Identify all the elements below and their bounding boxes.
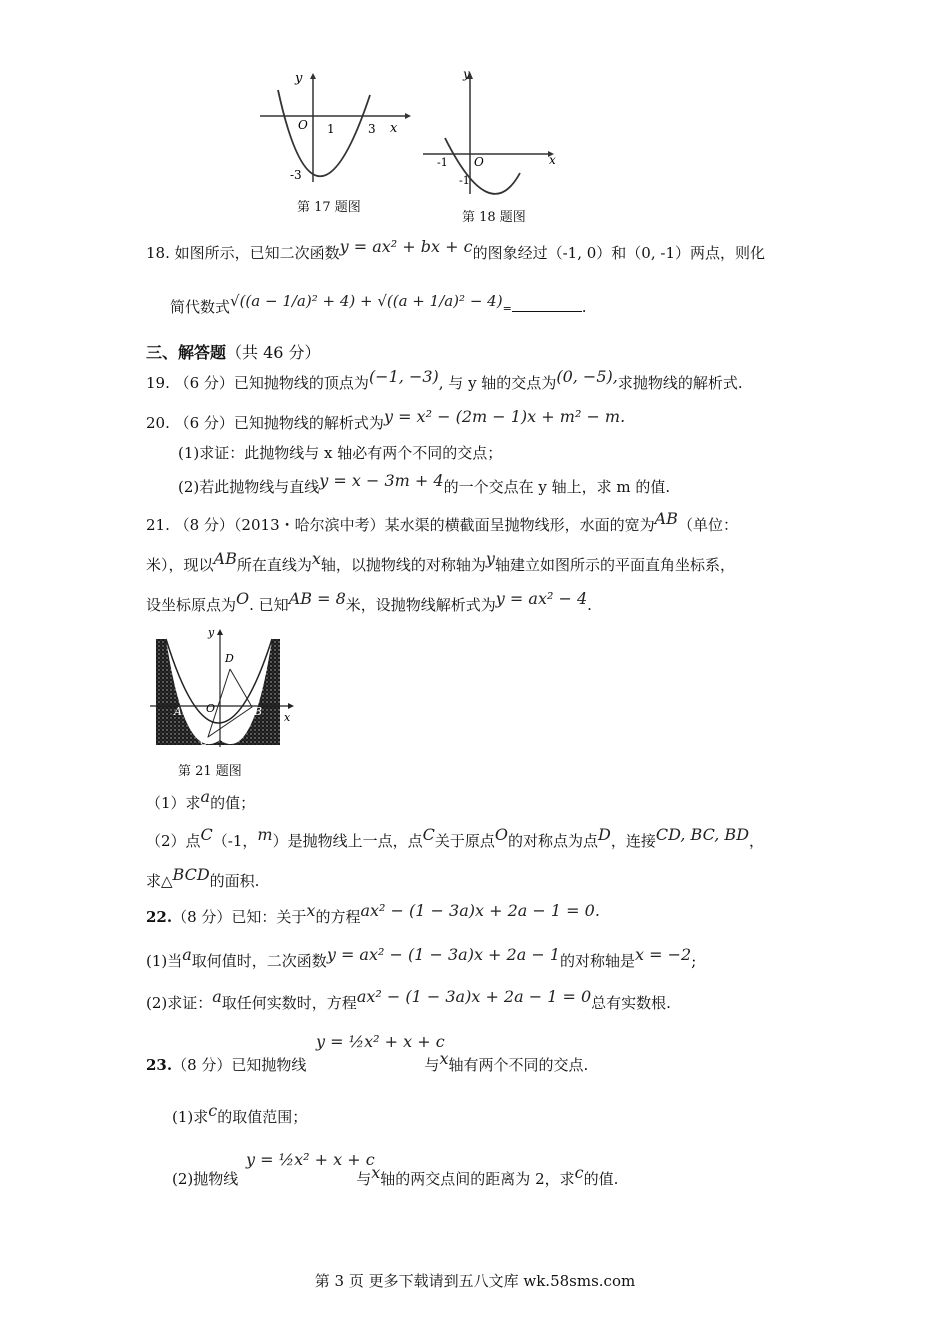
q21-sub-2-line-1 xyxy=(146,825,765,851)
q21-ab-2: AB xyxy=(213,549,237,568)
q22-axis: x = −2 xyxy=(635,945,692,964)
q21-sub-2-text-d: ）是抛物线上一点，点 xyxy=(272,832,423,850)
q21-text-8: . 已知 xyxy=(249,596,289,614)
fig17-tick-3: 3 xyxy=(368,122,376,136)
q23-text-1: （8 分）已知抛物线 xyxy=(172,1056,307,1074)
q22-text-1: （8 分）已知：关于 xyxy=(172,908,307,926)
q21-sub-2-text-g: ，连接 xyxy=(610,832,656,850)
q21-sub-2-text-j: 的面积. xyxy=(209,872,260,890)
fig18-tick-neg1-x: -1 xyxy=(437,156,448,169)
q22-sub-2 xyxy=(146,987,671,1013)
question-22 xyxy=(146,901,600,927)
fig18-tick-neg1-y: -1 xyxy=(459,174,470,187)
section-3-heading xyxy=(146,340,321,363)
q18-text-3: 简代数式 xyxy=(170,298,231,316)
q21-sub-2-text-b: （-1， xyxy=(212,832,258,850)
fig21-x-label: x xyxy=(284,711,291,724)
q21-sub-2-text-a: （2）点 xyxy=(146,832,201,850)
figure-18-graph xyxy=(415,68,565,198)
question-23 xyxy=(146,1049,589,1075)
q23-text-2: 与 xyxy=(424,1056,440,1074)
fig18-origin-label: O xyxy=(474,155,484,169)
q23-x: x xyxy=(439,1049,449,1068)
fig17-y-label: y xyxy=(295,71,303,86)
q23-sub-1 xyxy=(172,1101,308,1127)
q23-sub-2-x: x xyxy=(371,1163,381,1182)
page-footer: 第 3 页 更多下载请到五八文库 wk.58sms.com xyxy=(314,1272,636,1290)
question-19 xyxy=(146,367,743,393)
q21-sub-2-o: O xyxy=(494,825,508,844)
q21-sub-2-segments: CD, BC, BD xyxy=(655,825,750,844)
q21-sub-2-text-h: ， xyxy=(749,832,765,850)
q22-sub-1 xyxy=(146,945,697,971)
q21-text-5: 轴，以抛物线的对称轴为 xyxy=(320,556,486,574)
q23-number: 23. xyxy=(146,1056,173,1074)
fig17-origin-label: O xyxy=(298,118,308,132)
q21-sub-2-triangle: BCD xyxy=(172,865,210,884)
q23-sub-2 xyxy=(172,1163,619,1189)
q23-sub-2-text-a: (2)抛物线 xyxy=(172,1170,239,1188)
fig21-caption: 第 21 题图 xyxy=(178,764,242,779)
q21-x-1: x xyxy=(311,549,321,568)
q18-expression: √((a − 1/a)² + 4) + √((a + 1/a)² − 4) xyxy=(230,292,503,310)
q23-text-3: 轴有两个不同的交点. xyxy=(448,1056,589,1074)
q20-line-function: y = x − 3m + 4 xyxy=(319,471,444,490)
fig21-point-a: A xyxy=(174,705,182,718)
q18-text-2: 的图象经过（-1, 0）和（0, -1）两点，则化 xyxy=(472,244,765,262)
q21-ab-1: AB xyxy=(654,509,678,528)
q22-x: x xyxy=(306,901,316,920)
q21-sub-1-text-b: 的值； xyxy=(210,794,256,812)
question-21-line-2 xyxy=(146,549,735,575)
q21-sub-1-var: a xyxy=(200,787,211,806)
q20-sub-1: (1)求证：此抛物线与 x 轴必有两个不同的交点； xyxy=(178,444,503,462)
q21-text-4: 所在直线为 xyxy=(236,556,312,574)
q19-point: (0, −5), xyxy=(556,367,618,386)
q21-text-3: 米），现以 xyxy=(146,556,214,574)
question-18-line-1 xyxy=(146,237,765,263)
q22-equation: ax² − (1 − 3a)x + 2a − 1 = 0. xyxy=(360,901,600,920)
q18-answer-blank[interactable] xyxy=(512,297,582,312)
q22-sub-2-text-b: 取任何实数时，方程 xyxy=(221,994,357,1012)
q21-sub-2-text-e: 关于原点 xyxy=(434,832,495,850)
q21-sub-2-c: C xyxy=(200,825,213,844)
q21-text-9: 米，设抛物线解析式为 xyxy=(345,596,496,614)
q21-ab-value: AB = 8 xyxy=(288,589,346,608)
fig21-point-d: D xyxy=(225,652,234,665)
q19-text-3: 求抛物线的解析式. xyxy=(617,374,743,392)
q21-text-2: （单位： xyxy=(677,516,738,534)
question-18-line-2 xyxy=(170,292,587,317)
fig17-x-label: x xyxy=(390,121,398,136)
q21-sub-1 xyxy=(146,787,256,813)
q21-sub-2-text-f: 的对称点为点 xyxy=(508,832,599,850)
q20-sub-2 xyxy=(178,471,671,497)
q22-sub-1-text-b: 取何值时，二次函数 xyxy=(191,952,327,970)
q22-text-2: 的方程 xyxy=(315,908,361,926)
q22-equation-2: ax² − (1 − 3a)x + 2a − 1 = 0 xyxy=(356,987,592,1006)
q23-function: y = ½x² + x + c xyxy=(316,1032,445,1051)
q23-sub-2-text-d: 的值. xyxy=(583,1170,619,1188)
q19-text-2: , 与 y 轴的交点为 xyxy=(438,374,557,392)
figure-17-graph xyxy=(255,70,415,190)
fig18-caption: 第 18 题图 xyxy=(462,210,526,225)
q23-function-2: y = ½x² + x + c xyxy=(246,1150,375,1169)
q21-text-1: 21. （8 分）（2013・哈尔滨中考）某水渠的横截面呈抛物线形，水面的宽为 xyxy=(146,516,655,534)
figure-21-graph xyxy=(150,625,300,750)
q18-text-1: 18. 如图所示，已知二次函数 xyxy=(146,244,340,262)
q23-sub-2-text-c: 轴的两交点间的距离为 2，求 xyxy=(380,1170,575,1188)
fig21-point-b: B xyxy=(254,705,263,718)
fig18-y-label: y xyxy=(463,68,470,81)
q22-sub-2-text-a: (2)求证： xyxy=(146,994,213,1012)
q21-function: y = ax² − 4 xyxy=(495,589,588,608)
q18-equals: = xyxy=(502,302,512,315)
section-3-title: 三、解答题 xyxy=(146,343,227,362)
q21-sub-2-d: D xyxy=(598,825,611,844)
q19-vertex: (−1, −3) xyxy=(368,367,439,386)
q21-sub-1-text-a: （1）求 xyxy=(146,794,201,812)
q21-y-1: y xyxy=(485,549,495,568)
q20-sub-2-text-a: (2)若此抛物线与直线 xyxy=(178,478,320,496)
q20-function: y = x² − (2m − 1)x + m² − m. xyxy=(383,407,626,426)
q21-sub-2-m: m xyxy=(257,825,273,844)
fig18-x-label: x xyxy=(549,153,556,167)
q22-number: 22. xyxy=(146,908,173,926)
q18-function: y = ax² + bx + c xyxy=(339,237,473,256)
q22-sub-1-text-a: (1)当 xyxy=(146,952,183,970)
section-3-score: （共 46 分） xyxy=(226,343,321,362)
q22-sub-1-a: a xyxy=(182,945,192,964)
fig17-caption: 第 17 题图 xyxy=(297,200,361,215)
q21-text-10: . xyxy=(587,596,592,614)
q22-function: y = ax² − (1 − 3a)x + 2a − 1 xyxy=(326,945,561,964)
question-20 xyxy=(146,407,626,433)
q20-sub-2-text-b: 的一个交点在 y 轴上，求 m 的值. xyxy=(443,478,671,496)
q22-sub-2-a: a xyxy=(212,987,222,1006)
question-21-line-1 xyxy=(146,509,738,535)
q19-text-1: 19. （6 分）已知抛物线的顶点为 xyxy=(146,374,369,392)
q23-sub-1-text-a: (1)求 xyxy=(172,1108,209,1126)
fig21-origin: O xyxy=(206,702,216,715)
q21-sub-2-text-i: 求△ xyxy=(146,872,173,890)
q23-sub-2-c: c xyxy=(574,1163,584,1182)
fig21-y-label: y xyxy=(208,626,215,639)
fig21-point-c: C xyxy=(200,735,209,748)
q23-sub-1-text-b: 的取值范围； xyxy=(217,1108,308,1126)
q23-sub-1-c: c xyxy=(208,1101,218,1120)
q21-sub-2-c2: C xyxy=(422,825,435,844)
question-21-line-3 xyxy=(146,589,592,615)
q21-origin: O xyxy=(236,589,250,608)
q20-text-1: 20. （6 分）已知抛物线的解析式为 xyxy=(146,414,384,432)
q22-sub-1-text-c: 的对称轴是 xyxy=(560,952,636,970)
q22-sub-1-text-d: ; xyxy=(691,952,697,970)
fig17-tick-neg3: -3 xyxy=(290,168,302,182)
fig17-tick-1: 1 xyxy=(327,122,335,136)
q21-text-7: 设坐标原点为 xyxy=(146,596,237,614)
q22-sub-2-text-c: 总有实数根. xyxy=(591,994,671,1012)
q18-period: . xyxy=(581,298,587,316)
q23-sub-2-text-b: 与 xyxy=(356,1170,372,1188)
q21-sub-2-line-2 xyxy=(146,865,260,891)
q21-text-6: 轴建立如图所示的平面直角坐标系， xyxy=(494,556,735,574)
